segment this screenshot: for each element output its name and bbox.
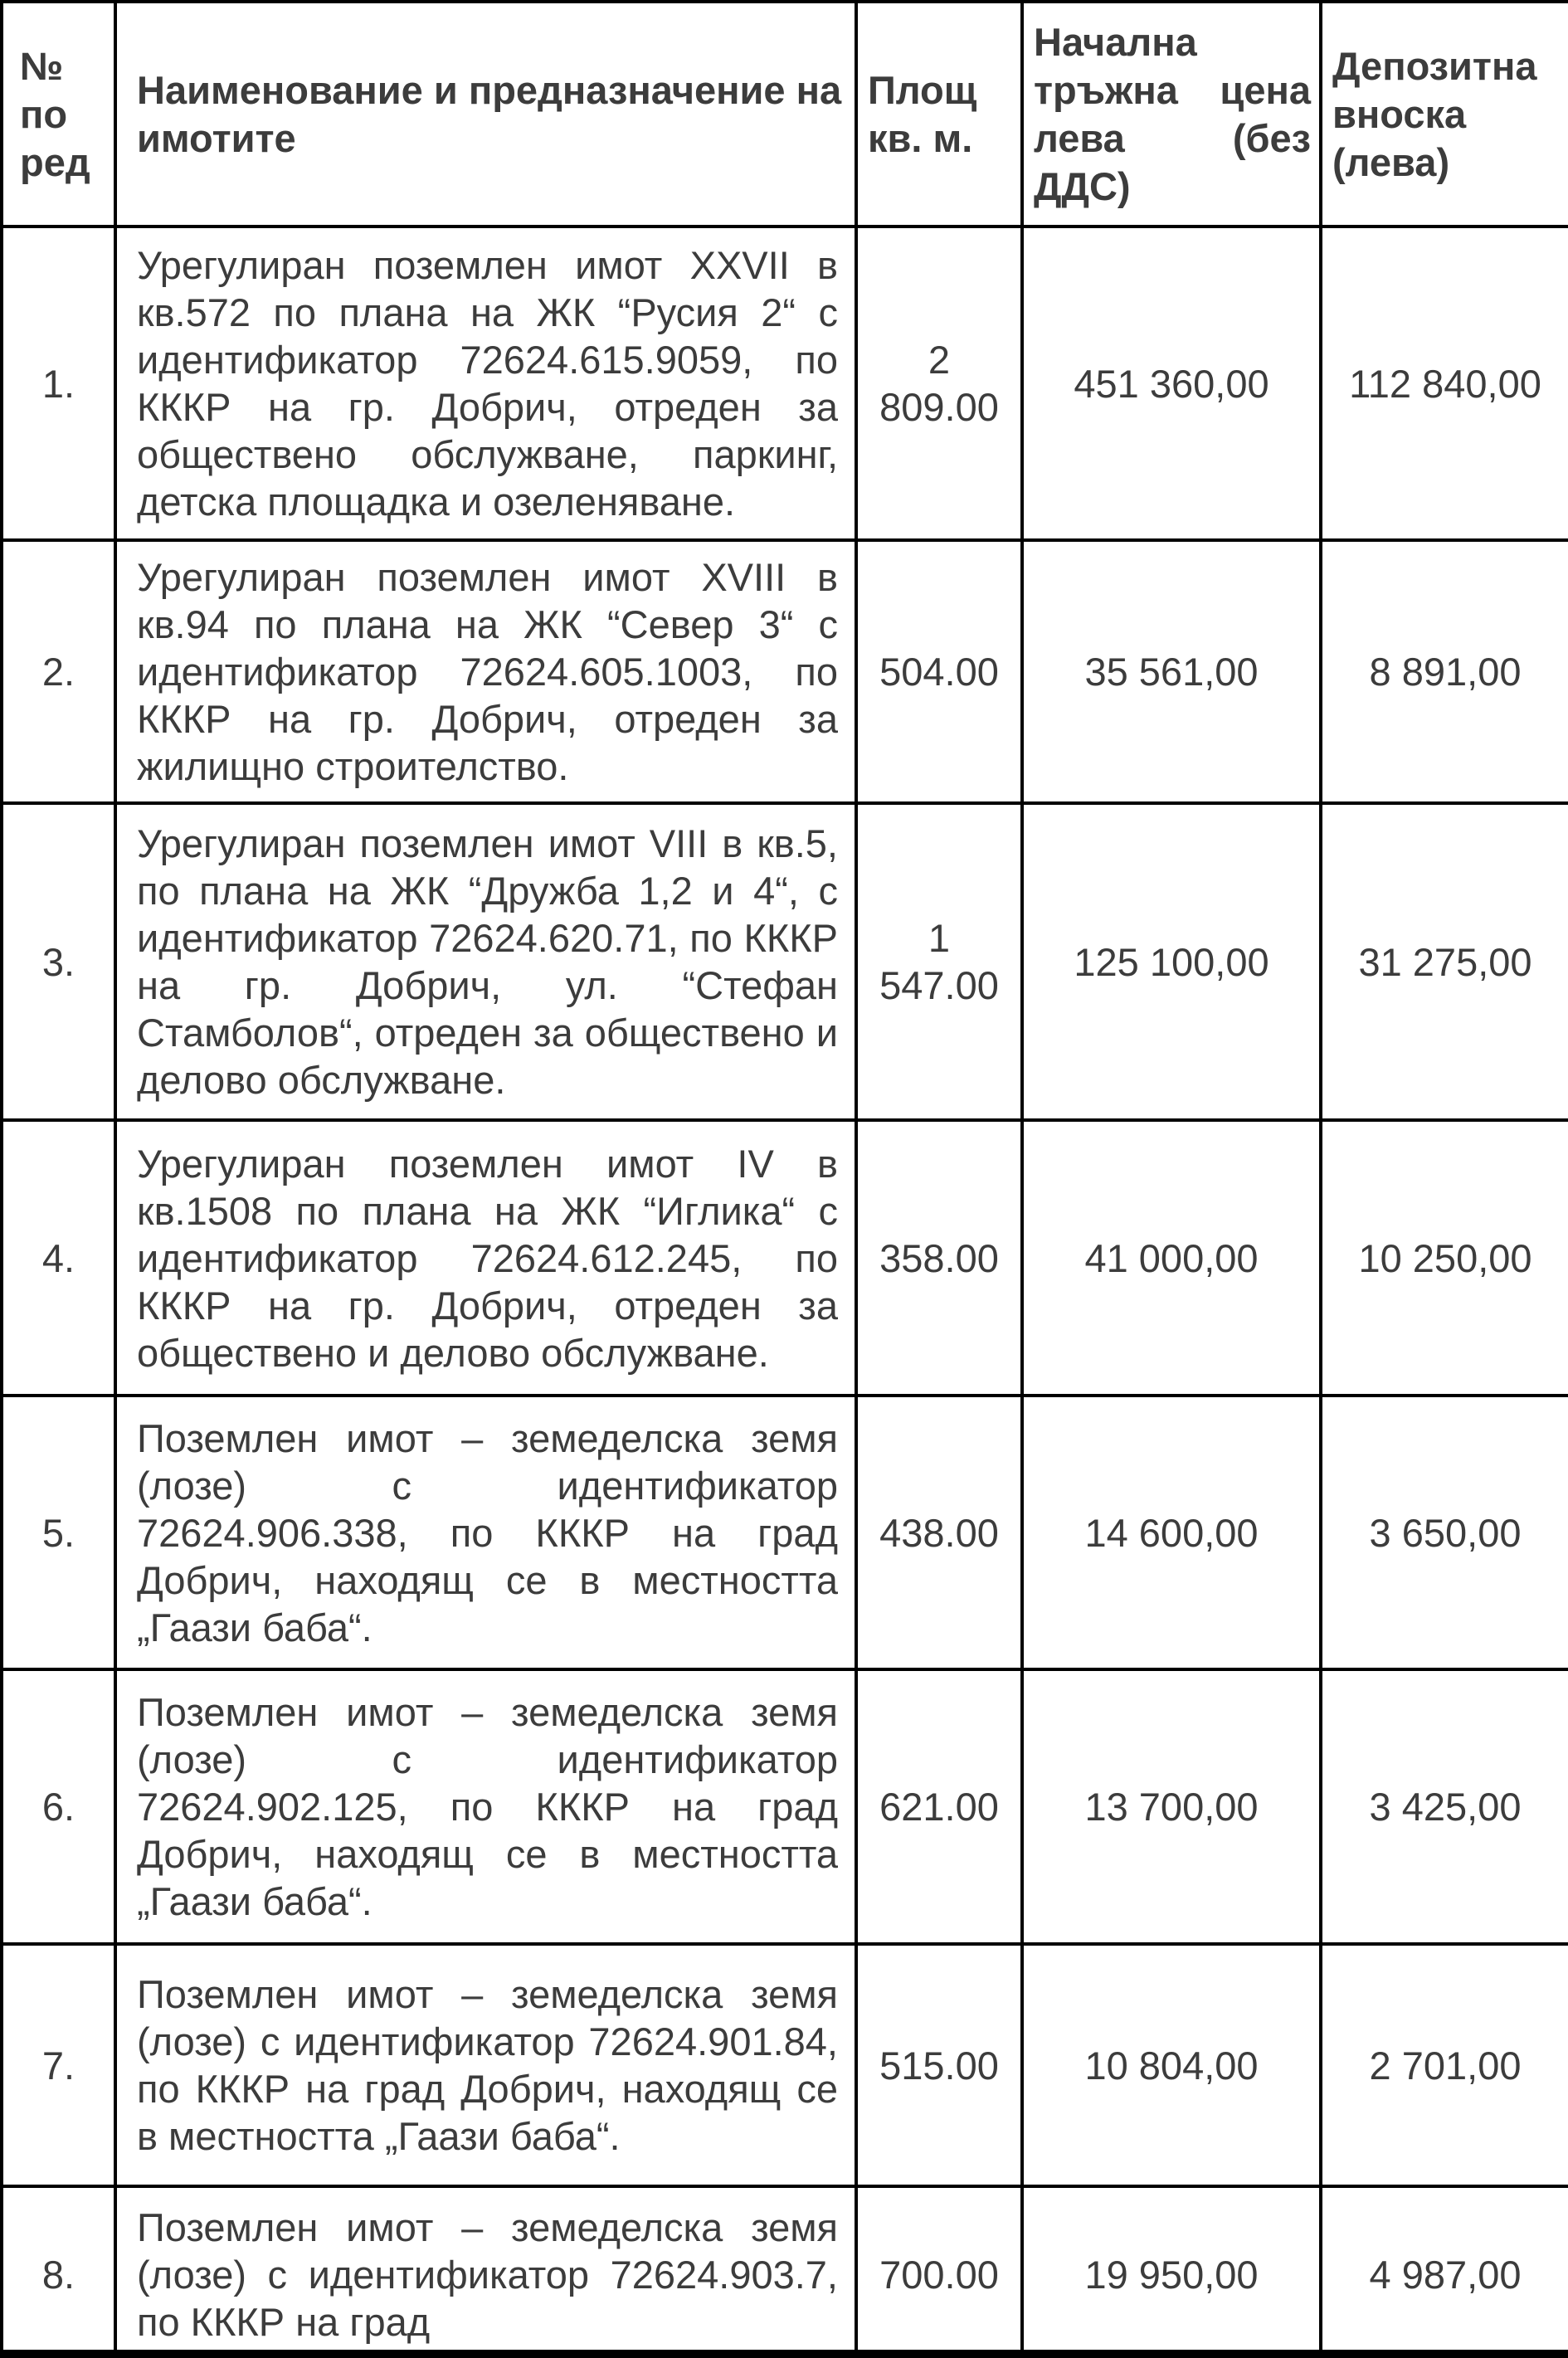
table-row [2, 227, 1568, 540]
area-cell: 438.00 [856, 1396, 1022, 1669]
row-number-cell: 3. [2, 803, 115, 1120]
start-price-cell: 13 700,00 [1022, 1669, 1321, 1944]
start-price-cell: 451 360,00 [1022, 227, 1321, 540]
start-price-cell: 19 950,00 [1022, 2186, 1321, 2358]
col-header-area: Площ кв. м. [856, 2, 1022, 227]
row-number-cell: 8. [2, 2186, 115, 2358]
description-cell: Урегулиран поземлен имот VIII в кв.5, по плана на ЖК “Дружба 1,2 и 4“, с идентификатор 72624.620.71, по КККР на гр. Добрич, ул. “Стефан Стамболов“, отреден за обществено и делово обслужване. [115, 803, 856, 1120]
area-cell: 358.00 [856, 1120, 1022, 1396]
area-cell: 621.00 [856, 1669, 1022, 1944]
deposit-cell: 31 275,00 [1321, 803, 1568, 1120]
start-price-cell: 14 600,00 [1022, 1396, 1321, 1669]
table-row [2, 1669, 1568, 1944]
table-row [2, 540, 1568, 803]
start-price-cell: 10 804,00 [1022, 1944, 1321, 2186]
header-row [2, 2, 1568, 227]
table-row [2, 1944, 1568, 2186]
col-header-deposit: Депозитна вноска (лева) [1321, 2, 1568, 227]
col-header-row-number: № по ред [2, 2, 115, 227]
description-cell: Поземлен имот – земеделска земя (лозе) с идентификатор 72624.906.338, по КККР на град Добрич, находящ се в местността „Гаази баба“. [115, 1396, 856, 1669]
area-cell: 2 809.00 [856, 227, 1022, 540]
start-price-cell: 35 561,00 [1022, 540, 1321, 803]
area-cell: 1 547.00 [856, 803, 1022, 1120]
deposit-cell: 4 987,00 [1321, 2186, 1568, 2358]
row-number-cell: 7. [2, 1944, 115, 2186]
deposit-cell: 3 650,00 [1321, 1396, 1568, 1669]
description-cell: Поземлен имот – земеделска земя (лозе) с идентификатор 72624.903.7, по КККР на град [115, 2186, 856, 2358]
col-header-start-price: Начална тръжна цена лева (без ДДС) [1022, 2, 1321, 227]
table-header [2, 2, 1568, 227]
area-cell: 515.00 [856, 1944, 1022, 2186]
deposit-cell: 3 425,00 [1321, 1669, 1568, 1944]
table-row [2, 803, 1568, 1120]
description-cell: Урегулиран поземлен имот XXVII в кв.572 по плана на ЖК “Русия 2“ с идентификатор 72624.615.9059, по КККР на гр. Добрич, отреден за обществено обслужване, паркинг, детска площадка и озеленяване. [115, 227, 856, 540]
description-cell: Поземлен имот – земеделска земя (лозе) с идентификатор 72624.902.125, по КККР на град Добрич, находящ се в местността „Гаази баба“. [115, 1669, 856, 1944]
area-cell: 700.00 [856, 2186, 1022, 2358]
deposit-cell: 10 250,00 [1321, 1120, 1568, 1396]
row-number-cell: 2. [2, 540, 115, 803]
start-price-cell: 125 100,00 [1022, 803, 1321, 1120]
description-cell: Поземлен имот – земеделска земя (лозе) с идентификатор 72624.901.84, по КККР на град Добрич, находящ се в местността „Гаази баба“. [115, 1944, 856, 2186]
table-row [2, 1396, 1568, 1669]
deposit-cell: 112 840,00 [1321, 227, 1568, 540]
area-cell: 504.00 [856, 540, 1022, 803]
deposit-cell: 8 891,00 [1321, 540, 1568, 803]
col-header-description: Наименование и предназначение на имотите [115, 2, 856, 227]
table-row [2, 2186, 1568, 2358]
description-cell: Урегулиран поземлен имот XVIII в кв.94 по плана на ЖК “Север 3“ с идентификатор 72624.605.1003, по КККР на гр. Добрич, отреден за жилищно строителство. [115, 540, 856, 803]
page-bottom-edge [0, 2350, 1568, 2358]
deposit-cell: 2 701,00 [1321, 1944, 1568, 2186]
table-row [2, 1120, 1568, 1396]
table-body [2, 227, 1568, 2358]
description-cell: Урегулиран поземлен имот IV в кв.1508 по плана на ЖК “Иглика“ с идентификатор 72624.612.245, по КККР на гр. Добрич, отреден за обществено и делово обслужване. [115, 1120, 856, 1396]
row-number-cell: 6. [2, 1669, 115, 1944]
row-number-cell: 1. [2, 227, 115, 540]
row-number-cell: 4. [2, 1120, 115, 1396]
start-price-cell: 41 000,00 [1022, 1120, 1321, 1396]
row-number-cell: 5. [2, 1396, 115, 1669]
